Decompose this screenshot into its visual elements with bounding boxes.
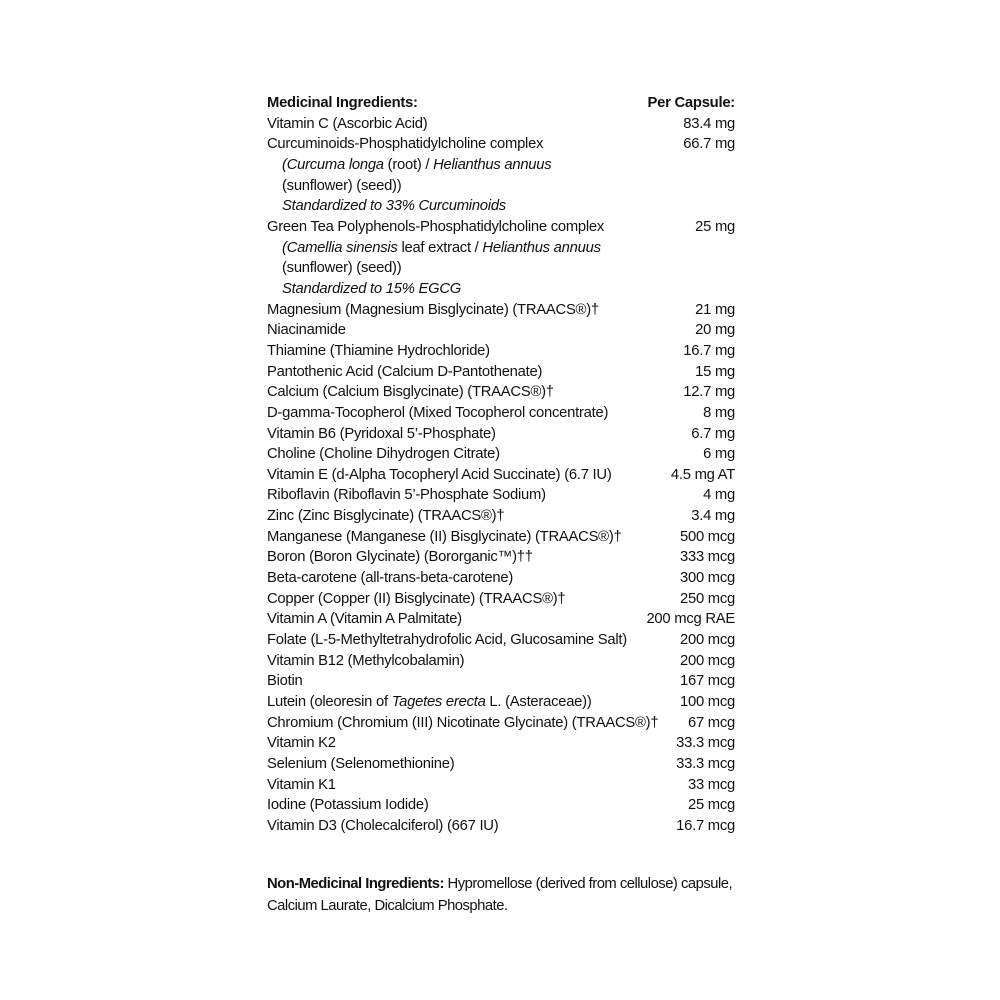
ingredient-row <box>267 114 735 135</box>
ingredient-amount: 100 mcg <box>679 694 735 711</box>
ingredient-line <box>267 609 735 630</box>
ingredient-amount: 83.4 mg <box>683 115 735 132</box>
ingredient-amount: 33 mcg <box>687 776 735 793</box>
ingredient-subline <box>267 258 735 279</box>
ingredient-line <box>267 816 735 837</box>
ingredient-name <box>267 733 344 754</box>
ingredient-line <box>267 692 735 713</box>
ingredient-line <box>267 134 735 155</box>
ingredient-text: Niacinamide <box>267 322 346 339</box>
ingredient-amount: 200 mcg <box>679 632 735 649</box>
ingredient-line <box>267 775 735 796</box>
ingredient-amount: 4.5 mg AT <box>670 466 735 483</box>
ingredient-text: Vitamin B6 (Pyridoxal 5’-Phosphate) <box>267 425 496 442</box>
ingredient-line <box>267 362 735 383</box>
ingredient-row <box>267 300 735 321</box>
ingredient-text: Thiamine (Thiamine Hydrochloride) <box>267 342 490 359</box>
ingredient-line <box>267 485 735 506</box>
ingredient-name <box>267 568 521 589</box>
latin-name-text: ( <box>282 239 287 256</box>
ingredient-name <box>267 651 472 672</box>
non-medicinal-label: Non-Medicinal Ingredients: <box>267 875 444 892</box>
ingredient-text: Vitamin D3 (Cholecalciferol) (667 IU) <box>267 817 499 834</box>
ingredient-amount: 12.7 mg <box>683 384 735 401</box>
ingredient-text: Zinc (Zinc Bisglycinate) (TRAACS®)† <box>267 508 505 525</box>
ingredient-text: Pantothenic Acid (Calcium D-Pantothenate) <box>267 363 543 380</box>
ingredient-text: leaf extract / <box>397 239 483 256</box>
ingredient-subline <box>267 176 735 197</box>
ingredient-name <box>267 485 554 506</box>
ingredient-text: Manganese (Manganese (II) Bisglycinate) (TRAACS®)† <box>267 528 622 545</box>
ingredient-row <box>267 547 735 568</box>
ingredient-row <box>267 320 735 341</box>
ingredient-row <box>267 692 735 713</box>
ingredient-text: Vitamin E (d-Alpha Tocopheryl Acid Succinate) (6.7 IU) <box>267 466 612 483</box>
ingredient-text: Green Tea Polyphenols-Phosphatidylcholine complex <box>267 218 605 235</box>
ingredient-amount: 66.7 mg <box>683 136 735 153</box>
ingredient-line <box>267 382 735 403</box>
ingredient-name <box>267 403 616 424</box>
ingredient-line <box>267 341 735 362</box>
ingredient-name <box>267 320 354 341</box>
ingredient-name <box>267 713 666 734</box>
ingredient-text: (root) / <box>383 156 434 173</box>
ingredient-row <box>267 362 735 383</box>
ingredient-row <box>267 444 735 465</box>
latin-name-text: Helianthus annuus <box>482 239 601 256</box>
latin-name-text: Standardized to 15% EGCG <box>282 280 462 297</box>
ingredient-amount: 33.3 mcg <box>676 735 735 752</box>
latin-name-text: Tagetes erecta <box>391 694 486 711</box>
ingredient-name <box>267 816 506 837</box>
ingredient-amount: 25 mcg <box>687 797 735 814</box>
ingredient-name <box>267 527 630 548</box>
latin-name-text: Helianthus annuus <box>433 156 552 173</box>
ingredient-amount: 15 mg <box>695 363 735 380</box>
ingredient-line <box>267 795 735 816</box>
ingredient-amount: 3.4 mg <box>691 508 735 525</box>
ingredient-amount: 500 mcg <box>679 528 735 545</box>
ingredient-amount: 200 mcg RAE <box>646 611 735 628</box>
ingredient-text: Biotin <box>267 673 303 690</box>
ingredient-amount: 16.7 mcg <box>676 817 735 834</box>
ingredient-name <box>267 341 498 362</box>
ingredient-line <box>267 630 735 651</box>
ingredient-name <box>267 609 470 630</box>
ingredient-amount: 200 mcg <box>679 652 735 669</box>
ingredient-line <box>267 444 735 465</box>
ingredient-line <box>267 547 735 568</box>
ingredient-name <box>267 795 437 816</box>
ingredient-text: Vitamin C (Ascorbic Acid) <box>267 115 428 132</box>
ingredient-row <box>267 134 735 217</box>
ingredient-subline <box>267 279 735 300</box>
non-medicinal-text: Hypromellose (derived from cellulose) capsule, Calcium Laurate, Dicalcium Phosphate. <box>267 875 733 915</box>
ingredient-row <box>267 609 735 630</box>
latin-name-text: Standardized to 33% Curcuminoids <box>282 198 506 215</box>
ingredient-line <box>267 320 735 341</box>
ingredient-line <box>267 589 735 610</box>
ingredient-row <box>267 754 735 775</box>
ingredient-text: L. (Asteraceae)) <box>485 694 592 711</box>
ingredient-amount: 20 mg <box>695 322 735 339</box>
ingredient-name <box>267 444 508 465</box>
ingredient-amount: 333 mcg <box>679 549 735 566</box>
ingredient-text: Copper (Copper (II) Bisglycinate) (TRAACS®)† <box>267 590 566 607</box>
ingredient-row <box>267 506 735 527</box>
ingredient-line <box>267 506 735 527</box>
ingredient-rows <box>267 114 735 837</box>
ingredient-row <box>267 733 735 754</box>
ingredient-row <box>267 795 735 816</box>
medicinal-ingredients-table <box>267 93 735 837</box>
ingredient-row <box>267 589 735 610</box>
ingredient-name <box>267 134 551 155</box>
ingredient-text: Magnesium (Magnesium Bisglycinate) (TRAACS®)† <box>267 301 599 318</box>
ingredient-row <box>267 630 735 651</box>
ingredient-text: Vitamin K1 <box>267 776 336 793</box>
ingredient-row <box>267 713 735 734</box>
non-medicinal-ingredients <box>267 873 737 918</box>
ingredient-name <box>267 589 573 610</box>
ingredient-name <box>267 630 635 651</box>
ingredient-line <box>267 713 735 734</box>
ingredient-text: D-gamma-Tocopherol (Mixed Tocopherol concentrate) <box>267 404 609 421</box>
ingredient-line <box>267 754 735 775</box>
ingredient-row <box>267 465 735 486</box>
ingredient-line <box>267 424 735 445</box>
ingredient-row <box>267 485 735 506</box>
ingredient-name <box>267 424 504 445</box>
ingredient-amount: 167 mcg <box>679 673 735 690</box>
ingredient-amount: 21 mg <box>695 301 735 318</box>
ingredient-text: Selenium (Selenomethionine) <box>267 756 455 772</box>
header-per-capsule: Per Capsule: <box>647 95 735 111</box>
ingredient-text: Beta-carotene (all-trans-beta-carotene) <box>267 570 514 587</box>
header-medicinal-ingredients: Medicinal Ingredients: <box>267 95 418 111</box>
ingredient-name <box>267 114 435 135</box>
ingredient-name <box>267 300 607 321</box>
ingredient-line <box>267 671 735 692</box>
ingredient-name <box>267 382 562 403</box>
ingredient-name <box>267 671 311 692</box>
ingredient-name <box>267 506 512 527</box>
ingredient-amount: 67 mcg <box>687 714 735 731</box>
ingredient-subline <box>267 155 735 176</box>
ingredient-sublines <box>267 155 735 217</box>
ingredient-text: Curcuminoids-Phosphatidylcholine complex <box>267 136 544 153</box>
ingredient-name <box>267 217 612 238</box>
ingredient-amount: 25 mg <box>695 218 735 235</box>
ingredient-name <box>267 465 620 486</box>
ingredient-line <box>267 114 735 135</box>
ingredient-row <box>267 424 735 445</box>
ingredient-text: (sunflower) (seed)) <box>282 177 402 194</box>
ingredient-row <box>267 403 735 424</box>
ingredient-text: (sunflower) (seed)) <box>282 260 402 277</box>
ingredient-line <box>267 527 735 548</box>
latin-name-text: ( <box>282 156 287 173</box>
ingredient-text: Chromium (Chromium (III) Nicotinate Glycinate) (TRAACS®)† <box>267 714 659 731</box>
ingredient-line <box>267 568 735 589</box>
latin-name-text: Curcuma longa <box>286 156 384 173</box>
ingredient-amount: 300 mcg <box>679 570 735 587</box>
ingredient-row <box>267 775 735 796</box>
ingredient-text: Vitamin A (Vitamin A Palmitate) <box>267 611 462 628</box>
ingredient-text: Vitamin B12 (Methylcobalamin) <box>267 652 465 669</box>
ingredient-line <box>267 217 735 238</box>
ingredient-line <box>267 651 735 672</box>
table-header <box>267 93 735 114</box>
ingredient-amount: 16.7 mg <box>683 342 735 359</box>
ingredient-row <box>267 527 735 548</box>
ingredient-subline <box>267 196 735 217</box>
ingredient-amount: 6.7 mg <box>691 425 735 442</box>
ingredient-name <box>267 775 344 796</box>
ingredient-amount: 8 mg <box>703 404 735 421</box>
ingredient-text: Lutein (oleoresin of <box>267 694 392 711</box>
ingredient-line <box>267 733 735 754</box>
ingredient-line <box>267 403 735 424</box>
ingredient-name <box>267 692 600 713</box>
latin-name-text: Camellia sinensis <box>286 239 398 256</box>
ingredient-text: Boron (Boron Glycinate) (Bororganic™)†† <box>267 549 533 566</box>
ingredient-line <box>267 465 735 486</box>
ingredient-line <box>267 300 735 321</box>
ingredient-amount: 4 mg <box>703 487 735 504</box>
ingredient-name <box>267 547 541 568</box>
ingredient-text: Calcium (Calcium Bisglycinate) (TRAACS®)† <box>267 384 554 401</box>
ingredient-sublines <box>267 238 735 300</box>
ingredient-row <box>267 382 735 403</box>
ingredient-row <box>267 671 735 692</box>
ingredient-row <box>267 341 735 362</box>
ingredient-text: Iodine (Potassium Iodide) <box>267 797 429 814</box>
ingredient-text: Riboflavin (Riboflavin 5’-Phosphate Sodium) <box>267 487 546 504</box>
ingredient-text: Folate (L-5-Methyltetrahydrofolic Acid, Glucosamine Salt) <box>267 632 627 649</box>
ingredient-text: Vitamin K2 <box>267 735 336 752</box>
ingredient-subline <box>267 238 735 259</box>
ingredient-row <box>267 568 735 589</box>
ingredient-amount: 6 mg <box>703 446 735 463</box>
ingredient-amount: 250 mcg <box>679 590 735 607</box>
ingredient-amount: 33.3 mcg <box>676 756 735 772</box>
ingredient-row <box>267 651 735 672</box>
ingredient-name <box>267 754 462 775</box>
ingredient-row <box>267 217 735 300</box>
ingredient-row <box>267 816 735 837</box>
ingredient-name <box>267 362 550 383</box>
ingredient-text: Choline (Choline Dihydrogen Citrate) <box>267 446 500 463</box>
